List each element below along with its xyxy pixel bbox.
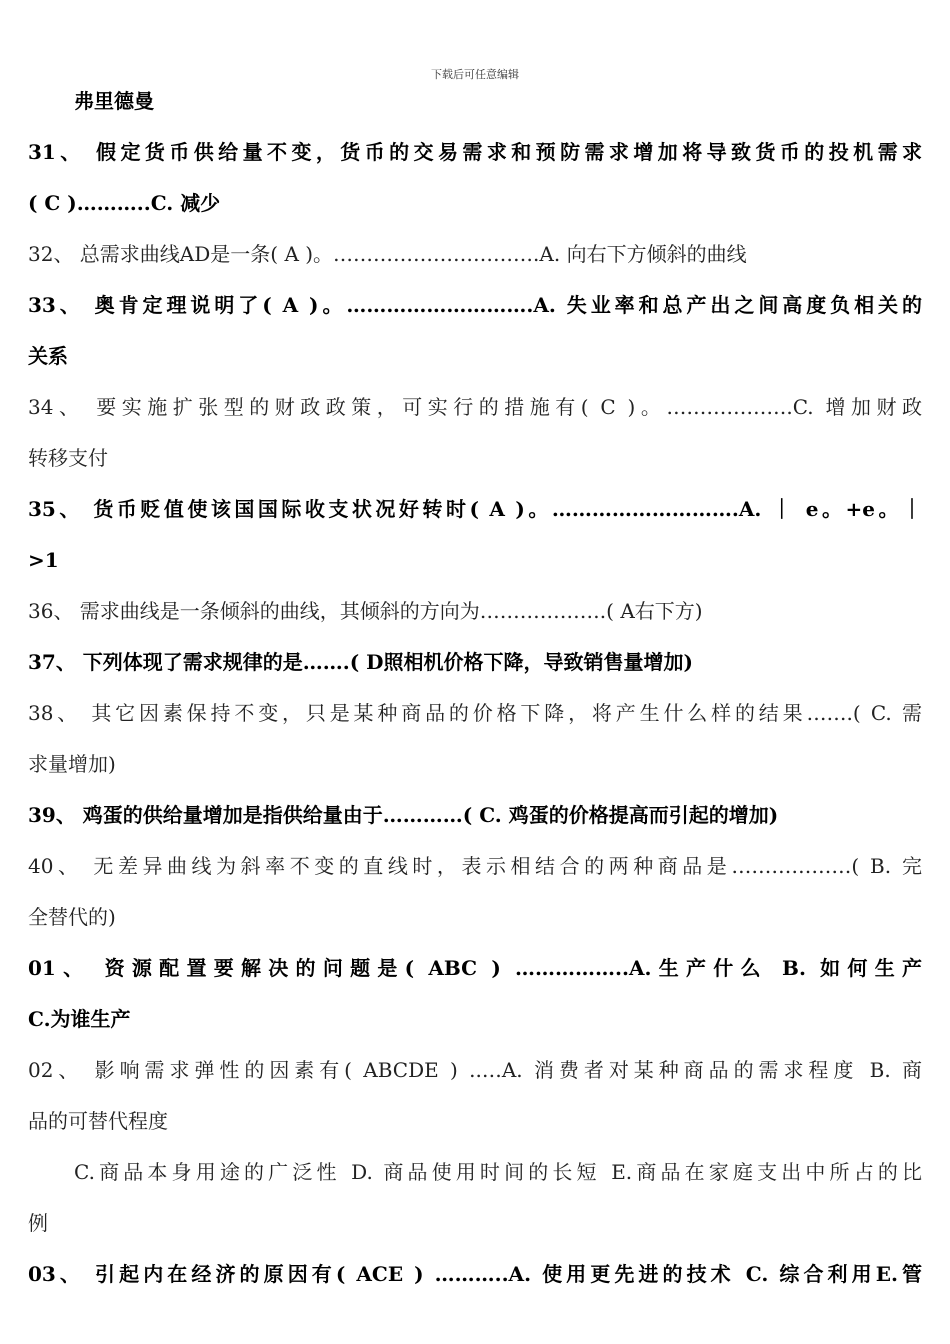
text-line: 40、 无差异曲线为斜率不变的直线时，表示相结合的两种商品是………………( B. 完	[28, 854, 922, 878]
text-line: 33、 奥肯定理说明了( A )。……………………….A. 失业率和总产出之间高度负相关的	[28, 293, 922, 317]
text-line: 32、 总需求曲线AD是一条( A )。………………………….A. 向右下方倾斜的曲线	[28, 242, 747, 266]
text-line: 弗里德曼	[74, 89, 154, 113]
text-line: 39、 鸡蛋的供给量增加是指供给量由于…………( C. 鸡蛋的价格提高而引起的增加)	[28, 803, 779, 827]
text-line: 38、 其它因素保持不变，只是某种商品的价格下降，将产生什么样的结果…….( C. 需	[28, 701, 922, 725]
text-line: 01、 资源配置要解决的问题是( ABC ) ……………..A.生产什么 B. 如何生产	[28, 956, 922, 980]
document-body	[28, 76, 922, 1300]
text-line: 36、 需求曲线是一条倾斜的曲线，其倾斜的方向为……………….( A右下方)	[28, 599, 703, 623]
text-line: C.为谁生产	[28, 1007, 131, 1031]
text-line: 全替代的)	[28, 905, 116, 929]
text-line: 求量增加)	[28, 752, 116, 776]
text-line: 关系	[28, 344, 68, 368]
text-line: 35、 货币贬值使该国国际收支状况好转时( A )。……………………….A. ｜ e。+e。｜	[28, 497, 922, 521]
text-line: 转移支付	[28, 446, 108, 470]
text-line: 03、 引起内在经济的原因有( ACE ) ………..A. 使用更先进的技术 C. 综合利用E.管	[28, 1262, 922, 1286]
page-header: 下载后可任意编辑	[431, 68, 519, 81]
text-line: 02、 影响需求弹性的因素有( ABCDE ) ..…A. 消费者对某种商品的需求程度 B. 商	[28, 1058, 922, 1082]
text-line: 例	[28, 1211, 48, 1235]
text-line: 34、 要实施扩张型的财政政策，可实行的措施有( C )。……………….C. 增加财政	[28, 395, 922, 419]
text-line: 37、 下列体现了需求规律的是…….( D照相机价格下降，导致销售量增加)	[28, 650, 693, 674]
text-line: 31、 假定货币供给量不变，货币的交易需求和预防需求增加将导致货币的投机需求	[28, 140, 922, 164]
text-line: ( C )………..C. 减少	[28, 191, 221, 215]
text-line: C.商品本身用途的广泛性 D. 商品使用时间的长短 E.商品在家庭支出中所占的比	[74, 1160, 922, 1184]
text-line: >1	[28, 548, 59, 572]
text-line: 品的可替代程度	[28, 1109, 168, 1133]
